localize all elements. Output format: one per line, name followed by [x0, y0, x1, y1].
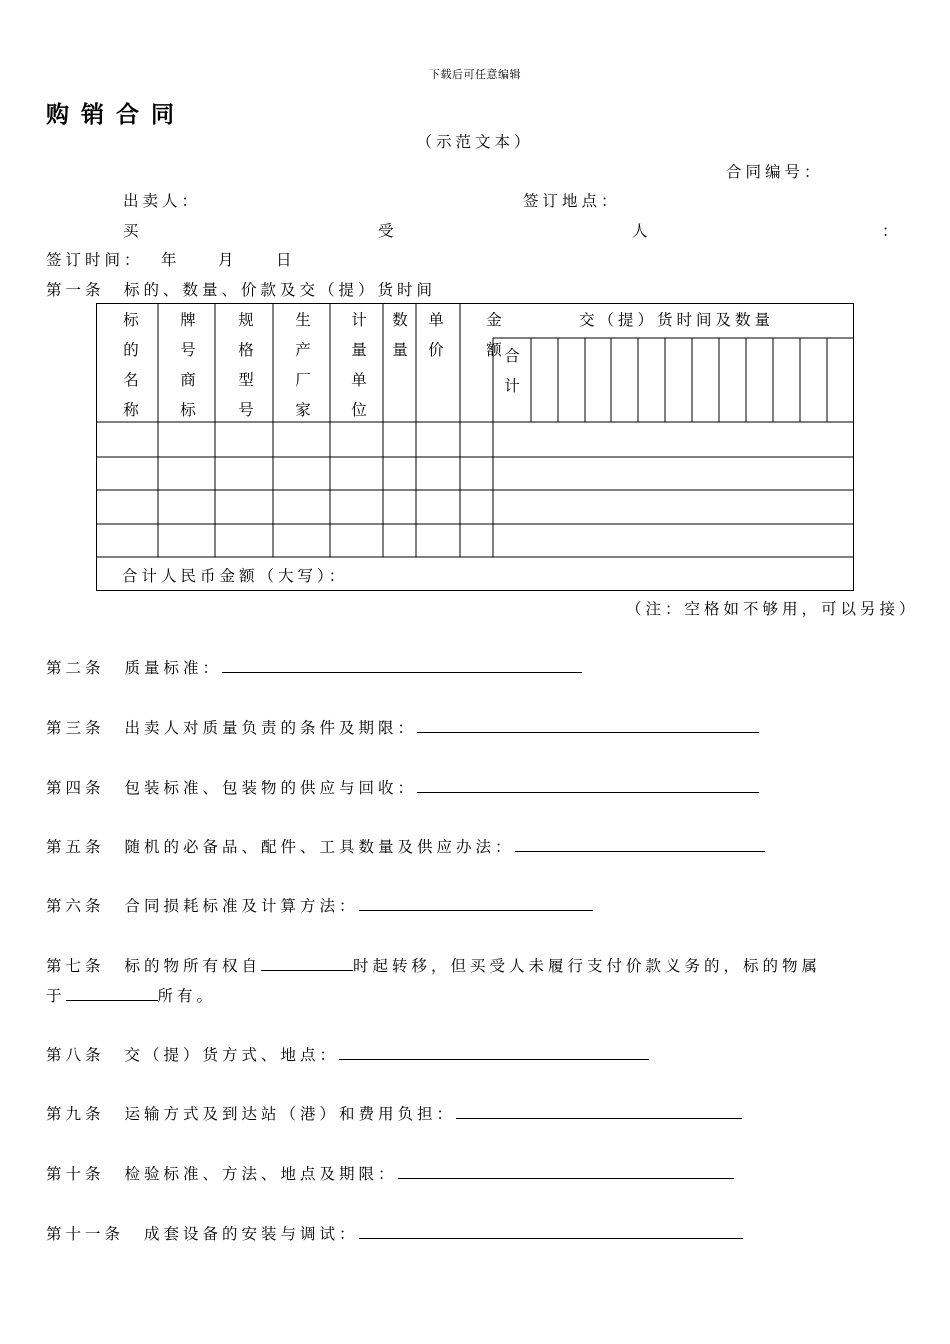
- article-1: 第一条 标的、数量、价款及交（提）货时间: [46, 281, 437, 299]
- article-text: 交（提）货方式、地点：: [124, 1046, 340, 1064]
- header-char: 位: [351, 401, 367, 419]
- fill-blank[interactable]: [359, 1223, 743, 1239]
- fill-blank[interactable]: [339, 1044, 649, 1060]
- article-text: 标的物所有权自: [124, 957, 262, 975]
- article-text: 于: [46, 987, 66, 1005]
- article-prefix: 第九条: [46, 1105, 105, 1123]
- article-prefix: 第八条: [46, 1046, 105, 1064]
- fill-blank[interactable]: [222, 657, 582, 673]
- article-prefix: 第三条: [46, 719, 105, 737]
- fill-blank[interactable]: [515, 836, 765, 852]
- header-char: 单: [351, 371, 367, 389]
- fill-blank[interactable]: [456, 1103, 742, 1119]
- sign-time-day: 日: [276, 251, 296, 269]
- article-prefix: 第七条: [46, 957, 105, 975]
- article-7-line2: [46, 984, 216, 1006]
- article-prefix: 第四条: [46, 779, 105, 797]
- header-char: 型: [238, 371, 254, 389]
- article-text: 出卖人对质量负责的条件及期限：: [124, 719, 418, 737]
- delivery-header: 交（提）货时间及数量: [579, 311, 775, 329]
- header-char: 牌: [180, 311, 196, 329]
- article-5: [46, 835, 765, 857]
- sign-place-label: 签订地点：: [523, 192, 621, 210]
- buyer-char: 买: [123, 222, 143, 240]
- sign-time-month: 月: [218, 251, 238, 269]
- fill-blank[interactable]: [261, 955, 353, 971]
- fill-blank[interactable]: [359, 895, 593, 911]
- buyer-char: 人: [632, 222, 652, 240]
- header-char: 价: [428, 341, 444, 359]
- fill-blank[interactable]: [398, 1163, 734, 1179]
- header-char: 号: [180, 341, 196, 359]
- header-char: 数: [392, 311, 408, 329]
- article-8: [46, 1043, 649, 1065]
- header-char: 金: [486, 311, 502, 329]
- header-char: 计: [351, 311, 367, 329]
- article-7: [46, 954, 821, 976]
- fill-blank[interactable]: [417, 717, 759, 733]
- buyer-char: ：: [882, 222, 902, 240]
- contract-number-label: 合同编号：: [726, 163, 824, 181]
- header-char: 号: [238, 401, 254, 419]
- header-char: 商: [180, 371, 196, 389]
- sign-time-year: 年: [161, 251, 181, 269]
- article-text: 成套设备的安装与调试：: [144, 1225, 359, 1243]
- header-char: 名: [123, 371, 139, 389]
- article-text: 合同损耗标准及计算方法：: [124, 897, 359, 915]
- article-prefix: 第二条: [46, 659, 105, 677]
- article-text: 检验标准、方法、地点及期限：: [124, 1165, 398, 1183]
- header-char: 量: [351, 341, 367, 359]
- buyer-char: 受: [378, 222, 398, 240]
- header-char: 格: [238, 341, 254, 359]
- sign-time-label: 签订时间：: [46, 251, 144, 269]
- article-9: [46, 1102, 742, 1124]
- article-11: [46, 1222, 743, 1244]
- header-char: 称: [123, 401, 139, 419]
- header-char: 标: [180, 401, 196, 419]
- total-amount-label: 合计人民币金额（大写）：: [122, 567, 349, 585]
- article-10: [46, 1162, 734, 1184]
- article-4: [46, 776, 759, 798]
- header-char: 生: [295, 311, 311, 329]
- article-prefix: 第五条: [46, 838, 105, 856]
- document-title: 购销合同: [46, 102, 186, 128]
- article-3: [46, 716, 759, 738]
- goods-table: [96, 303, 854, 591]
- article-text: 所有。: [157, 987, 217, 1005]
- article-text: 时起转移，但买受人未履行支付价款义务的，标的物属: [353, 957, 822, 975]
- header-char: 量: [392, 341, 408, 359]
- article-prefix: 第十一条: [46, 1225, 125, 1243]
- article-text: 运输方式及到达站（港）和费用负担：: [124, 1105, 457, 1123]
- table-grid: [96, 303, 854, 591]
- seller-label: 出卖人：: [123, 192, 202, 210]
- article-text: 随机的必备品、配件、工具数量及供应办法：: [124, 838, 515, 856]
- article-text: 包装标准、包装物的供应与回收：: [124, 779, 418, 797]
- fill-blank[interactable]: [417, 777, 759, 793]
- header-note: 下载后可任意编辑: [429, 68, 521, 81]
- article-text: 质量标准：: [124, 659, 223, 677]
- article-2: [46, 656, 582, 678]
- header-char: 厂: [295, 371, 311, 389]
- header-char: 的: [123, 341, 139, 359]
- header-char: 家: [295, 401, 311, 419]
- fill-blank[interactable]: [66, 985, 158, 1001]
- header-char: 合: [504, 347, 520, 365]
- header-char: 规: [238, 311, 254, 329]
- header-char: 额: [486, 341, 502, 359]
- document-subtitle: （示范文本）: [416, 133, 534, 151]
- article-prefix: 第十条: [46, 1165, 105, 1183]
- header-char: 标: [123, 311, 139, 329]
- header-char: 计: [504, 377, 520, 395]
- article-6: [46, 894, 593, 916]
- header-char: 单: [428, 311, 444, 329]
- article-prefix: 第六条: [46, 897, 105, 915]
- table-note: （注：空格如不够用，可以另接）: [626, 600, 919, 618]
- header-char: 产: [295, 341, 311, 359]
